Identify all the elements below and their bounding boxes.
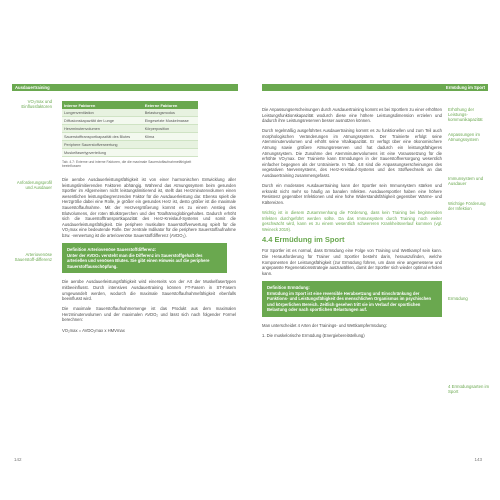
body-paragraph: Die aerobe Ausdauerleistungsfähigkeit ist von einer harmonischen Entwicklung aller leistungslimitierenden Faktoren abhängig. Während das Atmungssystem beim gesunden Sportler im Allgemeinen nicht leistungslimitierend ist, stellt das Herzminutenvolumen einen wesentlichen leistungsbegrenzenden Faktor für die Ausdauerleistung dar. Ebenso spielt die Herzgröße dabei eine Rolle, je größer ein gesundes Herz ist, desto größer ist die maximale Sauerstoffaufnahme. Mit der Herzvergrößerung kommt es zu einem Anstieg des Blutvolumens, der roten Blutkörperchen und des Totalhämoglobingehaltes. Dadurch erhöht sich die Sauerstofftransportkapazität des Herz-Kreislauf-Systems und somit die Ausdauerleistungsfähigkeit. Die periphere muskuläre Sauerstoffverwertung spielt für die VO₂max eine bedeutende Rolle. Der zentrale Indikator für die periphere Sauerstoffaufnahme bzw. -verwertung ist die arteriovenöse Sauerstoffdifferenz (AVDO₂). xyxy=(62,177,236,238)
table-cell xyxy=(143,149,198,157)
left-page-number: 142 xyxy=(14,457,22,462)
margin-note-ermuedung: Ermüdung xyxy=(448,296,468,301)
table-cell: Sauerstofftransportkapazität des Blutes xyxy=(62,133,143,141)
body-paragraph: Die Anpassungserscheinungen durch Ausdauertraining kommt es bei Sportlern zu einer erhöhten Leistungsfunktionskapazität wodurch diese eine höhere Leistungsdimension erzielen und dadurch ihre Leistungsreserven besser ausnützen können. xyxy=(262,107,442,124)
table-cell: Muskelfasertypverteilung xyxy=(62,149,143,157)
table-caption: Tab. 4.7: Externe und interne Faktoren, die die maximale Sauerstoffaufnahmefähigkeit beeinflussen xyxy=(62,160,192,169)
table-cell: Diffusionskapazität der Lunge xyxy=(62,117,143,125)
table-cell: Eingesetzte Muskelmasse xyxy=(143,117,198,125)
body-paragraph: Die aerobe Ausdauerleistungsfähigkeit wird einerseits von der Art der Muskelfasertypen mitbeeinflusst. Durch intensives Ausdauertraining können FT-Fasern in ST-Fasern umgewandelt werden, wodurch die maximale Sauerstoffaufnahmefähigkeit ebenfalls beeinflusst wird. xyxy=(62,279,236,302)
table-header-external: Externe Faktoren xyxy=(143,101,198,109)
table-cell xyxy=(143,141,198,149)
body-paragraph: Man unterscheidet 4 Arten der Trainings- und Wettkampfermüdung: xyxy=(262,322,387,328)
body-paragraph: Die maximale Sauerstoffaufnahmemenge ist das Produkt aus dem maximalen Herzminutenvolumen und der maximalen AVDO₂ und lässt sich nach folgender Formel berechnen: xyxy=(62,306,236,323)
table-cell: Klima xyxy=(143,133,198,141)
right-page-header-bar xyxy=(262,84,488,91)
table-cell: Periphere Sauerstoffverwertung xyxy=(62,141,143,149)
body-paragraph-highlight: Wichtig ist in diesem Zusammenhang die Förderung, dass kein Training bei beginnenden Infekten durchgeführt werden sollte. Da das Immunsystem durch Training noch weiter geschwächt wird, kann es zu einem wesentlich schwereren Krankheitsverlauf kommen (vgl. Weineck 2019). xyxy=(262,210,442,232)
body-paragraph: Durch ein moderates Ausdauertraining kann der Sportler sein Immunsystem stärken und erkrankt nicht mehr so häufig an banalen Infekten. Ausdauersportler haben eine höhere Resistenz gegenüber Infektionen und eine hohe Widerstandsfähigkeit gegenüber Wärme- und Kältereizen. xyxy=(262,183,442,205)
margin-note-immunsystem: Immunsystem und Ausdauer xyxy=(448,176,484,187)
margin-note-ermuedungsarten: 4 Ermüdungsarten im Sport xyxy=(448,384,490,395)
margin-note-leistung: Erhöhung der Leistungs-kommunikapazität xyxy=(448,107,483,123)
factors-table xyxy=(62,101,198,157)
left-page-header-bar xyxy=(12,84,238,91)
table-row xyxy=(62,125,198,133)
factors-table-header-row xyxy=(62,101,198,109)
list-item: 1. Die muskelorische Ermüdung (Energiebereitstellung) xyxy=(262,333,365,338)
definition-box-avdo2: Definition Arteriovenöse Sauerstoffdifferenz: Unter der AVDO₂ versteht man die Differenz im Sauerstoffgehalt des arteriellen und venösen Blutes. Sie gibt einen Hinweis auf die periphere Sauerstoffausschöpfung. xyxy=(62,243,227,273)
margin-note-avdo2: Arteriovenöse Sauerstoff-differenz xyxy=(14,252,52,263)
table-row xyxy=(62,109,198,117)
right-page-number: 143 xyxy=(474,457,482,462)
right-page-header-title: Ermüdung im Sport xyxy=(445,84,485,90)
section-title-ermuedung: 4.4 Ermüdung im Sport xyxy=(262,234,345,244)
margin-note-atmungssystem: Anpassungen im Atmungssystem xyxy=(448,132,481,143)
table-cell: Körperposition xyxy=(143,125,198,133)
table-cell: Lungenventilation xyxy=(62,109,143,117)
table-cell: Belastungsmodus xyxy=(143,109,198,117)
formula-vo2max: VO₂max = AVDO₂max x HMVmax xyxy=(62,327,125,333)
table-cell: Herzminutenvolumen xyxy=(62,125,143,133)
margin-note-vo2max: VO₂max und Einflussfaktoren xyxy=(21,99,52,110)
table-row xyxy=(62,117,198,125)
table-row xyxy=(62,141,198,149)
table-row xyxy=(62,149,198,157)
margin-note-infektion: Wichtige Förderung der Infektion xyxy=(448,201,486,212)
right-body-column xyxy=(262,107,442,343)
left-body-column xyxy=(62,177,236,337)
table-row xyxy=(62,133,198,141)
body-paragraph: Durch regelmäßig ausgeführtes Ausdauertraining kommt es zu funktionellen und zum Teil auch morphologischen Veränderungen im Atmungssystem. Der Trainierte erfolgt seine Atemminutenvolumen und erhöht seine Vitalkapazität. Er verfügt über eine ökonomischere Atmung sowie größere Atmungsreserven und hat dadurch ein leistungsfähigeres Atmungssystem. Die Zunahme des Atemminutenvolumens ist eine Voraussetzung für die erhöhte VO₂max. Der Trainierte kann Ermüdungen in der Sauerstoffversorgung wesentlich einfacher begegnen als der Untrainierte. In Tab. 4.8 sind die Anpassungserscheinungen des vegetativen Nervensystems, des Herz-Kreislauf-Systems und des Stoffwechsels an das Ausdauertraining zusammengefasst. xyxy=(262,128,442,179)
margin-note-anforderungsprofil: Anforderungsprofil und Ausdauer xyxy=(16,180,52,191)
body-paragraph: Für Sportler ist es normal, dass Ermüdung eine Folge von Training und Wettkampf sein kann. Die Herausforderung für Trainer und Sportler besteht darin, herauszufinden, welche Komponenten der Leistungsfähigkeit (zur Ermüdung führen, um dann eine angemessene und angepasste Regenerationsstrategie auszuwählen, damit der Sportler sich wieder optimal erholen kann. xyxy=(262,248,442,276)
left-page-header-title: Ausdauertraining xyxy=(15,84,50,90)
right-page xyxy=(262,84,488,472)
left-page xyxy=(12,84,238,472)
table-header-internal: Interne Faktoren xyxy=(62,101,143,109)
definition-box-ermuedung: Definition Ermüdung: Ermüdung im Sport ist eine reversible Herabsetzung und Einschränkung der Funktions- und Leistungsfähigkeit des menschlichen Organismus im psychischen und körperlichen Bereich. Zeitlich gesehen tritt sie im Verlauf der sportlichen Belastung oder nach sportlichen Belastungen auf. xyxy=(262,281,442,317)
